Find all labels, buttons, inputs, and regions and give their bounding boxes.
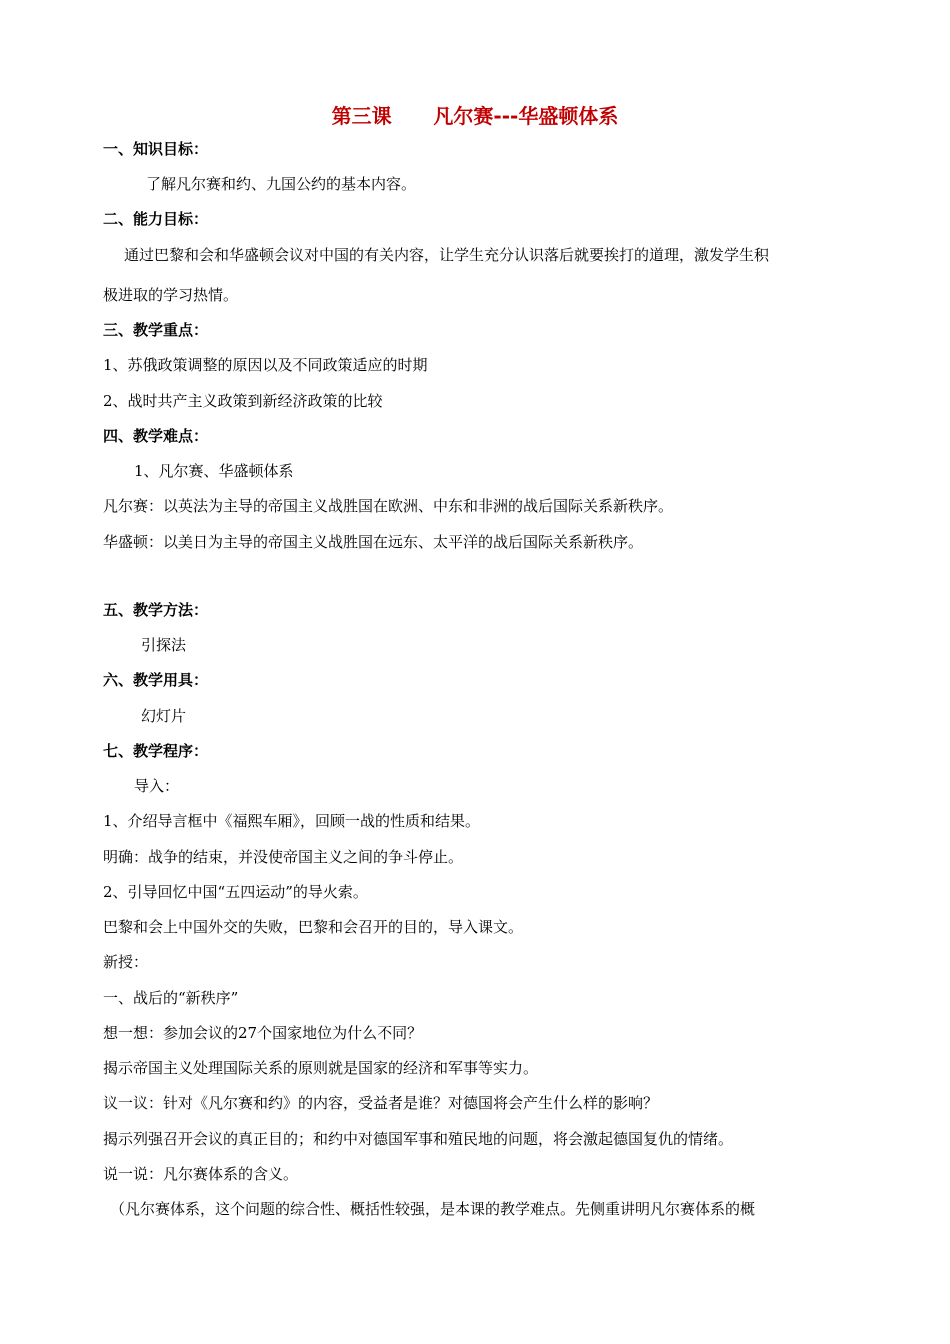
paragraph-knowledge: 了解凡尔赛和约、九国公约的基本内容。: [146, 175, 417, 193]
list-item-intro-2: 2、引导回忆中国“五四运动”的导火索。: [103, 883, 368, 901]
paragraph-think: 想一想：参加会议的27个国家地位为什么不同？: [103, 1024, 423, 1042]
list-item-difficulty-1: 1、凡尔赛、华盛顿体系: [134, 462, 294, 480]
paragraph-reveal-2: 揭示列强召开会议的真正目的；和约中对德国军事和殖民地的问题，将会激起德国复仇的情绪。: [103, 1130, 734, 1148]
heading-methods: 五、教学方法：: [103, 601, 209, 619]
heading-procedure: 七、教学程序：: [103, 742, 209, 760]
paragraph-clarify: 明确：战争的结束，并没使帝国主义之间的争斗停止。: [103, 848, 464, 866]
paragraph-reveal-1: 揭示帝国主义处理国际关系的原则就是国家的经济和军事等实力。: [103, 1059, 539, 1077]
paragraph-intro-label: 导入：: [134, 777, 180, 795]
heading-difficulties: 四、教学难点：: [103, 427, 209, 445]
paragraph-new-lesson: 新授：: [103, 953, 149, 971]
paragraph-ability-2: 极进取的学习热情。: [103, 286, 239, 304]
list-item-key-2: 2、战时共产主义政策到新经济政策的比较: [103, 392, 383, 410]
paragraph-paris: 巴黎和会上中国外交的失败，巴黎和会召开的目的，导入课文。: [103, 918, 524, 936]
list-item-intro-1: 1、介绍导言框中《福熙车厢》，回顾一战的性质和结果。: [103, 812, 481, 830]
list-item-key-1: 1、苏俄政策调整的原因以及不同政策适应的时期: [103, 356, 428, 374]
paragraph-ability-1: 通过巴黎和会和华盛顿会议对中国的有关内容，让学生充分认识落后就要挨打的道理，激发学生积: [124, 246, 770, 264]
paragraph-washington: 华盛顿：以美日为主导的帝国主义战胜国在远东、太平洋的战后国际关系新秩序。: [103, 533, 644, 551]
heading-tools: 六、教学用具：: [103, 671, 209, 689]
heading-ability-goals: 二、能力目标：: [103, 210, 209, 228]
paragraph-method: 引探法: [141, 636, 187, 654]
paragraph-versailles: 凡尔赛：以英法为主导的帝国主义战胜国在欧洲、中东和非洲的战后国际关系新秩序。: [103, 497, 674, 515]
heading-knowledge-goals: 一、知识目标：: [103, 140, 209, 158]
paragraph-tools: 幻灯片: [141, 707, 187, 725]
paragraph-say: 说一说：凡尔赛体系的含义。: [103, 1165, 299, 1183]
paragraph-versailles-system: （凡尔赛体系，这个问题的综合性、概括性较强，是本课的教学难点。先侧重讲明凡尔赛体系的概: [110, 1200, 756, 1218]
paragraph-discuss: 议一议：针对《凡尔赛和约》的内容，受益者是谁？对德国将会产生什么样的影响？: [103, 1094, 659, 1112]
paragraph-new-order: 一、战后的“新秩序”: [103, 989, 239, 1007]
heading-key-points: 三、教学重点：: [103, 321, 209, 339]
page-title: 第三课 凡尔赛---华盛顿体系: [331, 104, 619, 128]
